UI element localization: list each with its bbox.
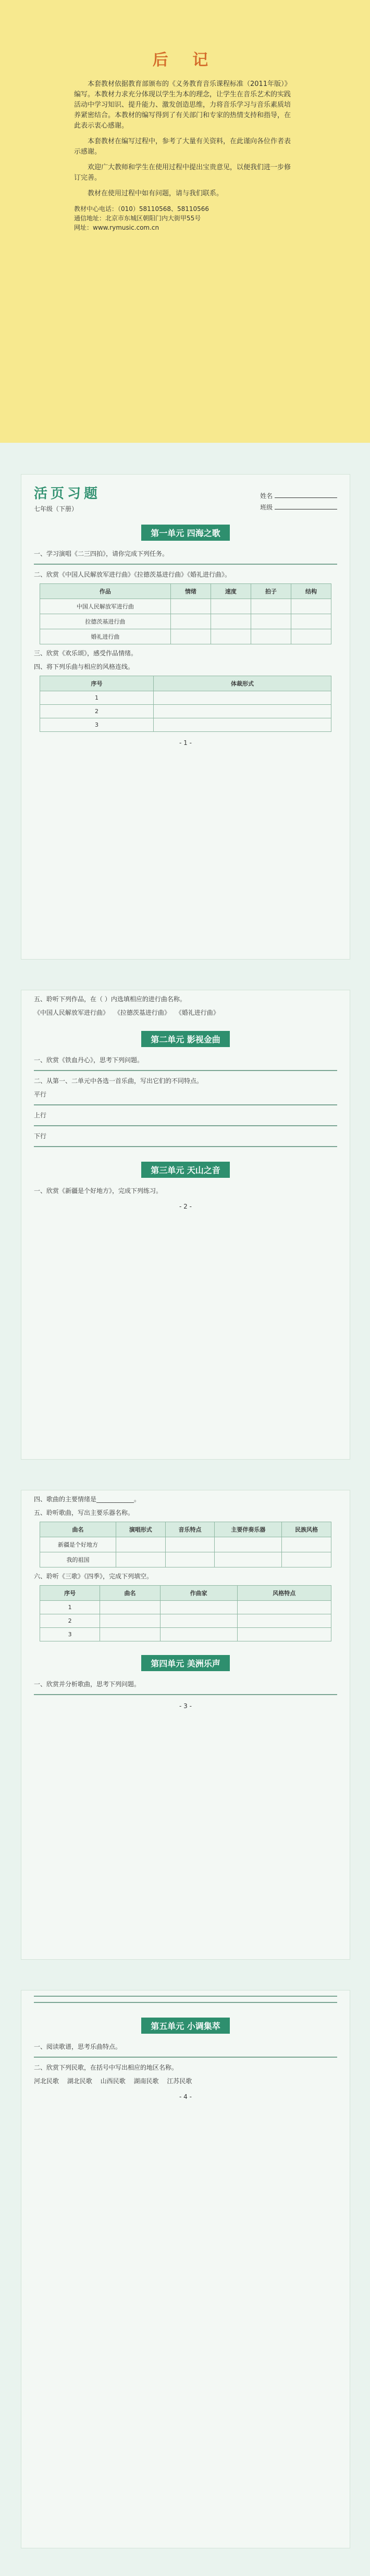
table-cell: 中国人民解放军进行曲 bbox=[40, 599, 171, 614]
table-cell: 婚礼进行曲 bbox=[40, 629, 171, 644]
unit-banner: 第三单元 天山之音 bbox=[141, 1162, 230, 1178]
answer-cell[interactable] bbox=[291, 599, 331, 614]
music-line bbox=[34, 1996, 337, 1997]
region-label: 湖北民歌 bbox=[67, 2077, 92, 2085]
cover-paragraph-1: 本套教材依据教育部颁布的《义务教育音乐课程标准（2011年版）》编写。本教材力求充分体现以学生为本的理念，让学生在音乐艺术的实践活动中学习知识、提升能力、激发创造思维，力将音乐学习与音乐素质培养紧密结合。本教材的编写得到了有关部门和专家的热情支持和指导，在此表示衷心感谢。 bbox=[74, 80, 291, 130]
answer-cell[interactable] bbox=[215, 1552, 282, 1567]
music-line bbox=[34, 2057, 337, 2058]
cover-contact-line: 通信地址：北京市东城区朝阳门内大街甲55号 bbox=[74, 215, 201, 222]
answer-cell[interactable] bbox=[251, 614, 291, 629]
table-header: 情绪 bbox=[170, 584, 211, 599]
table-cell: 拉德茨基进行曲 bbox=[40, 614, 171, 629]
region-label: 湖南民歌 bbox=[133, 2077, 159, 2085]
answer-cell[interactable] bbox=[251, 629, 291, 644]
page-number: - 4 - bbox=[179, 2093, 192, 2100]
question-6: 六、聆听《三歌》《四季》，完成下列填空。 bbox=[34, 1573, 153, 1580]
answer-cell[interactable] bbox=[160, 1614, 237, 1628]
question-2: 二、从第一、二单元中各选一首乐曲，写出它们的不同特点。 bbox=[34, 1077, 203, 1085]
answer-cell[interactable] bbox=[160, 1601, 237, 1614]
answer-cell[interactable] bbox=[165, 1552, 215, 1567]
question-7: 一、欣赏并分析歌曲，思考下列问题。 bbox=[34, 1681, 141, 1688]
table-header: 作品 bbox=[40, 584, 171, 599]
answer-cell[interactable] bbox=[237, 1628, 331, 1641]
cover-title: 后 记 bbox=[152, 51, 218, 69]
table-header: 序号 bbox=[40, 1586, 100, 1601]
table-header: 序号 bbox=[40, 676, 154, 691]
answer-cell[interactable] bbox=[100, 1628, 160, 1641]
question-1: 一、学习演唱《二三四拍》，请你完成下列任务。 bbox=[34, 550, 169, 557]
question-intro: 五、聆听下列作品，在（ ）内选填相应的进行曲名称。 bbox=[34, 995, 186, 1003]
question-2: 二、欣赏下列民歌，在括号中写出相应的地区名称。 bbox=[34, 2064, 178, 2071]
answer-cell[interactable] bbox=[116, 1552, 165, 1567]
answer-cell[interactable] bbox=[237, 1614, 331, 1628]
table-cell: 2 bbox=[40, 1614, 100, 1628]
question-4: 四、将下列乐曲与相应的风格连线。 bbox=[34, 663, 134, 670]
choice-item: 《中国人民解放军进行曲》 bbox=[34, 1009, 106, 1016]
unit-banner: 第五单元 小调集萃 bbox=[141, 2018, 230, 2034]
question-2: 二、欣赏《中国人民解放军进行曲》《拉德茨基进行曲》《婚礼进行曲》。 bbox=[34, 571, 231, 578]
region-label: 山西民歌 bbox=[100, 2077, 126, 2085]
worksheet-title: 活页习题 bbox=[34, 486, 101, 502]
music-line bbox=[34, 2002, 337, 2003]
name-label: 姓名 bbox=[260, 492, 273, 500]
answer-cell[interactable] bbox=[251, 599, 291, 614]
worksheet-2 bbox=[21, 990, 350, 1460]
direction-row: 上行 bbox=[34, 1112, 47, 1119]
music-line bbox=[34, 564, 337, 565]
table-cell: 1 bbox=[40, 691, 154, 705]
cover-section bbox=[0, 0, 370, 443]
answer-cell[interactable] bbox=[116, 1537, 165, 1552]
cover-paragraph-2: 本套教材在编写过程中，参考了大量有关资料，在此谨向各位作者表示感谢。 bbox=[74, 138, 291, 156]
unit-banner: 第二单元 影视金曲 bbox=[141, 1031, 230, 1047]
table-header: 主要伴奏乐器 bbox=[215, 1522, 282, 1537]
music-line bbox=[34, 1146, 337, 1147]
region-label: 江苏民歌 bbox=[167, 2077, 192, 2085]
answer-cell[interactable] bbox=[211, 599, 251, 614]
table-header: 演唱形式 bbox=[116, 1522, 165, 1537]
table-cell: 1 bbox=[40, 1601, 100, 1614]
answer-table-4 bbox=[40, 1585, 331, 1641]
cover-contact-line: 网址：www.rymusic.com.cn bbox=[74, 224, 159, 231]
music-line bbox=[34, 1070, 337, 1071]
unit-banner: 第一单元 四海之歌 bbox=[141, 525, 230, 541]
question-5: 五、聆听歌曲，写出主要乐器名称。 bbox=[34, 1509, 134, 1516]
worksheet-3 bbox=[21, 1490, 350, 1960]
table-header: 音乐特点 bbox=[165, 1522, 215, 1537]
question-3: 三、欣赏《欢乐颂》，感受作品情绪。 bbox=[34, 650, 138, 657]
worksheet-grade: 七年级（下册） bbox=[34, 505, 78, 513]
choice-row bbox=[34, 1008, 337, 1017]
unit-banner: 第四单元 美洲乐声 bbox=[141, 1655, 230, 1671]
answer-cell[interactable] bbox=[160, 1628, 237, 1641]
page-number: - 2 - bbox=[179, 1203, 192, 1210]
choice-item: 《拉德茨基进行曲》 bbox=[114, 1009, 167, 1016]
class-field[interactable] bbox=[275, 503, 337, 509]
question-4: 四、歌曲的主要情绪是____________。 bbox=[34, 1496, 141, 1503]
class-label: 班级 bbox=[260, 504, 273, 511]
cover-paragraph-3: 欢迎广大教师和学生在使用过程中提出宝贵意见，以便我们进一步修订完善。 bbox=[74, 164, 291, 182]
cover-contact-block bbox=[74, 204, 296, 232]
music-line bbox=[34, 1694, 337, 1695]
answer-cell[interactable] bbox=[291, 614, 331, 629]
region-label: 河北民歌 bbox=[34, 2077, 59, 2085]
answer-cell[interactable] bbox=[154, 705, 331, 718]
table-cell: 2 bbox=[40, 705, 154, 718]
table-cell: 3 bbox=[40, 1628, 100, 1641]
question-1: 一、阅读歌谱，思考乐曲特点。 bbox=[34, 2043, 122, 2050]
question-1: 一、欣赏《铁血丹心》，思考下列问题。 bbox=[34, 1056, 144, 1064]
table-cell: 3 bbox=[40, 718, 154, 732]
table-header: 风格特点 bbox=[237, 1586, 331, 1601]
music-line bbox=[34, 1125, 337, 1126]
name-field[interactable] bbox=[275, 491, 337, 498]
table-header: 体裁形式 bbox=[154, 676, 331, 691]
answer-cell[interactable] bbox=[282, 1552, 331, 1567]
page-number: - 3 - bbox=[179, 1702, 192, 1710]
table-cell: 新疆是个好地方 bbox=[40, 1537, 116, 1552]
direction-row: 下行 bbox=[34, 1133, 47, 1140]
direction-row: 平行 bbox=[34, 1091, 47, 1098]
table-header: 曲名 bbox=[40, 1522, 116, 1537]
table-header: 拍子 bbox=[251, 584, 291, 599]
answer-cell[interactable] bbox=[170, 629, 211, 644]
question-3: 一、欣赏《新疆是个好地方》，完成下列练习。 bbox=[34, 1187, 163, 1194]
table-cell: 我的祖国 bbox=[40, 1552, 116, 1567]
answer-cell[interactable] bbox=[154, 691, 331, 705]
worksheet-4 bbox=[21, 1990, 350, 2548]
region-labels bbox=[34, 2076, 337, 2086]
answer-cell[interactable] bbox=[100, 1614, 160, 1628]
table-header: 民族风格 bbox=[282, 1522, 331, 1537]
answer-cell[interactable] bbox=[170, 599, 211, 614]
table-header: 曲名 bbox=[100, 1586, 160, 1601]
choice-item: 《婚礼进行曲》 bbox=[175, 1009, 219, 1016]
music-line bbox=[34, 1104, 337, 1105]
answer-cell[interactable] bbox=[237, 1601, 331, 1614]
answer-table-1 bbox=[40, 583, 331, 644]
answer-cell[interactable] bbox=[170, 614, 211, 629]
answer-cell[interactable] bbox=[291, 629, 331, 644]
table-header: 作曲家 bbox=[160, 1586, 237, 1601]
page-number: - 1 - bbox=[179, 739, 192, 746]
answer-cell[interactable] bbox=[100, 1601, 160, 1614]
answer-table-2 bbox=[40, 676, 331, 732]
answer-cell[interactable] bbox=[211, 614, 251, 629]
table-header: 速度 bbox=[211, 584, 251, 599]
cover-contact-intro: 教材在使用过程中如有问题，请与我们联系。 bbox=[88, 190, 224, 197]
cover-contact-line: 教材中心电话：（010）58110568、58110566 bbox=[74, 205, 209, 213]
answer-cell[interactable] bbox=[165, 1537, 215, 1552]
table-header: 结构 bbox=[291, 584, 331, 599]
answer-cell[interactable] bbox=[215, 1537, 282, 1552]
answer-table-3 bbox=[40, 1522, 331, 1567]
answer-cell[interactable] bbox=[282, 1537, 331, 1552]
worksheet-1 bbox=[21, 474, 350, 960]
answer-cell[interactable] bbox=[211, 629, 251, 644]
answer-cell[interactable] bbox=[154, 718, 331, 732]
name-block bbox=[260, 490, 337, 513]
